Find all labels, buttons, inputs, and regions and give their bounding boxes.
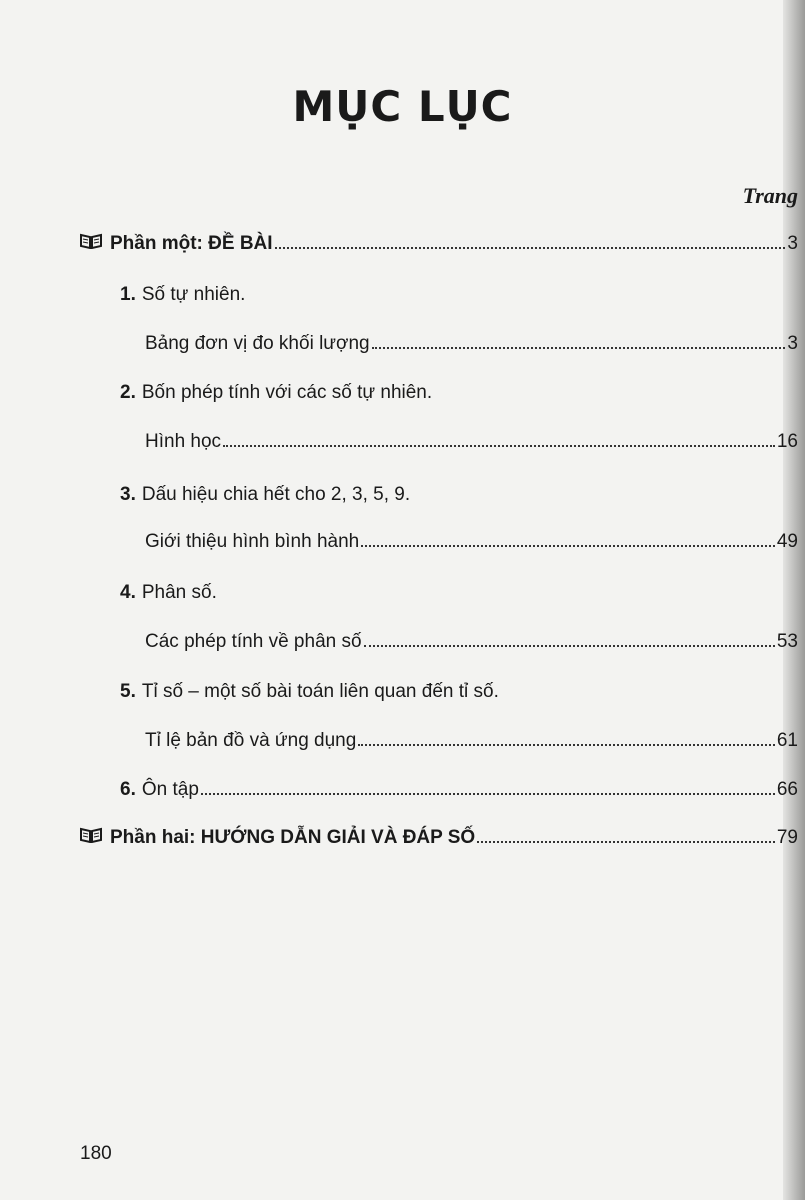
toc-entry-label: Ôn tập [141,779,199,800]
toc-section-title: Phân số. [141,582,217,603]
toc-section-title: Tỉ số – một số bài toán liên quan đến tỉ số. [141,681,499,702]
toc-section-2-title [120,381,432,405]
toc-entry-label: Các phép tính về phân số [145,631,362,652]
toc-entry-label: Hình học [145,431,222,452]
toc-section-number: 5. [120,681,136,702]
leader-dots [361,545,775,547]
toc-section-3-title [120,483,410,507]
toc-section-1-entry[interactable] [145,332,798,356]
toc-section-title: Số tự nhiên. [141,284,246,305]
toc-page-number: 61 [776,730,798,751]
toc-section-number: 6. [120,779,136,800]
toc-entry-label: Giới thiệu hình bình hành [145,531,360,552]
toc-page-number: 3 [787,333,798,354]
toc-section-number: 3. [120,484,136,505]
toc-section-number: 1. [120,284,136,305]
toc-section-2-entry[interactable] [145,430,798,454]
toc-page-number: 79 [776,827,798,848]
leader-dots [372,347,786,349]
leader-dots [358,744,775,746]
toc-page-number: 53 [776,631,798,652]
toc-part-one[interactable] [80,232,798,256]
toc-part-two[interactable] [80,826,798,850]
toc-page-number: 49 [776,531,798,552]
page-number: 180 [80,1143,112,1164]
toc-section-number: 2. [120,382,136,403]
toc-section-1-title [120,283,245,307]
toc-section-title: Dấu hiệu chia hết cho 2, 3, 5, 9. [141,484,411,505]
toc-page-number: 16 [776,431,798,452]
toc-entry-label: Tỉ lệ bản đồ và ứng dụng [145,730,357,751]
toc-section-5-title [120,680,499,704]
leader-dots [477,841,775,843]
toc-section-6-entry[interactable] [120,778,798,802]
leader-dots [201,793,775,795]
toc-section-title: Bốn phép tính với các số tự nhiên. [141,382,433,403]
toc-section-5-entry[interactable] [145,729,798,753]
toc-entry-label: Bảng đơn vị đo khối lượng [145,333,370,354]
toc-page-number: 66 [776,779,798,800]
leader-dots [364,645,775,647]
toc-page-number: 3 [787,233,798,254]
leader-dots [223,445,775,447]
open-book-icon [80,827,102,843]
page-column-header: Trang [742,183,798,208]
toc-section-number: 4. [120,582,136,603]
toc-section-4-entry[interactable] [145,630,798,654]
toc-part-two-label: Phần hai: HƯỚNG DẪN GIẢI VÀ ĐÁP SỐ [110,827,476,848]
toc-part-one-label: Phần một: ĐỀ BÀI [110,233,273,254]
toc-section-3-entry[interactable] [145,530,798,554]
open-book-icon [80,233,102,249]
page-title: MỤC LỤC [292,82,513,131]
leader-dots [275,247,786,249]
toc-section-4-title [120,581,217,605]
page-edge-shadow [783,0,805,1200]
